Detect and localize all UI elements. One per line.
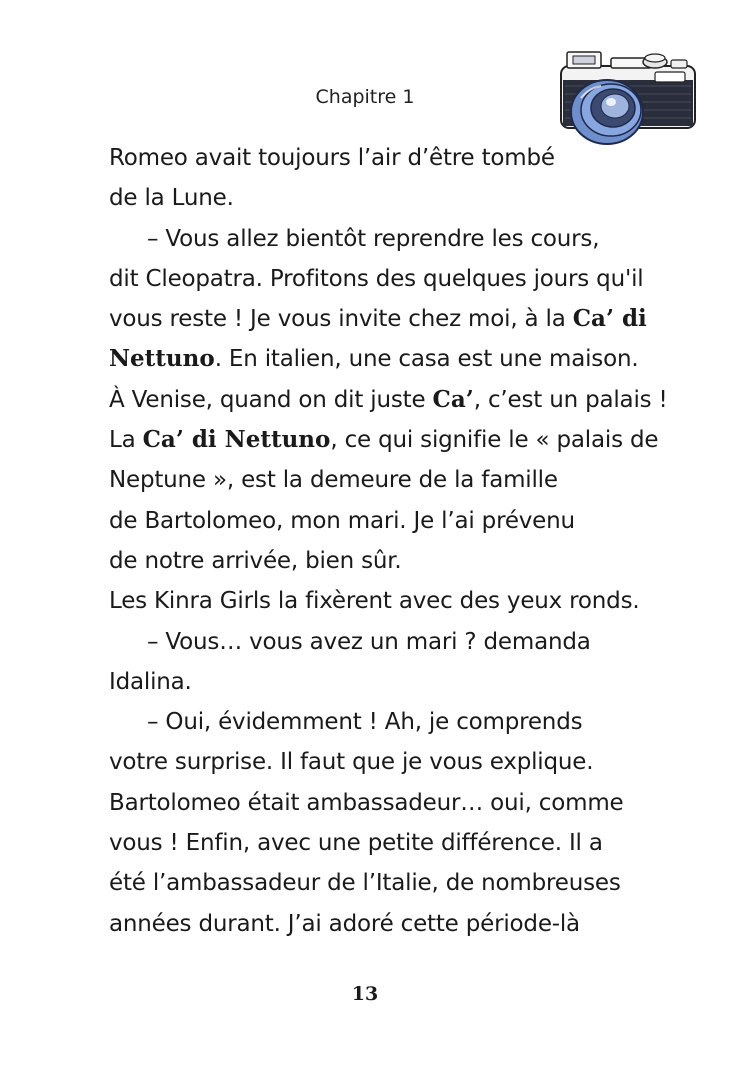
text-line: Nettuno. En italien, une casa est une maison. xyxy=(109,345,639,373)
text-line: Bartolomeo était ambassadeur… oui, comme xyxy=(109,789,624,816)
text-line: été l’ambassadeur de l’Italie, de nombreuses xyxy=(109,870,621,897)
text-line: À Venise, quand on dit juste Ca’, c’est un palais ! xyxy=(109,385,668,413)
text-line: La Ca’ di Nettuno, ce qui signifie le « palais de xyxy=(109,426,659,454)
text-line: Idalina. xyxy=(109,668,192,695)
text-line: Romeo avait toujours l’air d’être tombé xyxy=(109,145,555,171)
bold-place-name: Ca’ di Nettuno xyxy=(142,426,331,454)
text-line: – Vous allez bientôt reprendre les cours, xyxy=(147,225,600,252)
text-line: de Bartolomeo, mon mari. Je l’ai prévenu xyxy=(109,507,575,534)
text-line: dit Cleopatra. Profitons des quelques jours qu'il xyxy=(109,265,644,292)
chapter-title: Chapitre 1 xyxy=(315,86,415,108)
text-line: de la Lune. xyxy=(109,185,234,212)
text-line: de notre arrivée, bien sûr. xyxy=(109,547,402,574)
bold-place-name: Ca’ xyxy=(432,385,474,413)
text-line: Neptune », est la demeure de la famille xyxy=(109,467,558,494)
text-line: votre surprise. Il faut que je vous explique. xyxy=(109,749,594,776)
body-text xyxy=(109,138,669,944)
bold-place-name: Ca’ di xyxy=(572,305,647,333)
page-number: 13 xyxy=(351,983,379,1005)
text-line: – Oui, évidemment ! Ah, je comprends xyxy=(147,709,583,736)
bold-place-name: Nettuno xyxy=(109,345,215,373)
camera-icon xyxy=(555,40,705,148)
text-line: – Vous… vous avez un mari ? demanda xyxy=(147,628,591,655)
text-line: Les Kinra Girls la fixèrent avec des yeux ronds. xyxy=(109,588,640,615)
text-line: années durant. J’ai adoré cette période-là xyxy=(109,910,580,937)
text-line: vous ! Enfin, avec une petite différence. Il a xyxy=(109,830,603,857)
text-line: vous reste ! Je vous invite chez moi, à la Ca’ di xyxy=(109,305,647,333)
